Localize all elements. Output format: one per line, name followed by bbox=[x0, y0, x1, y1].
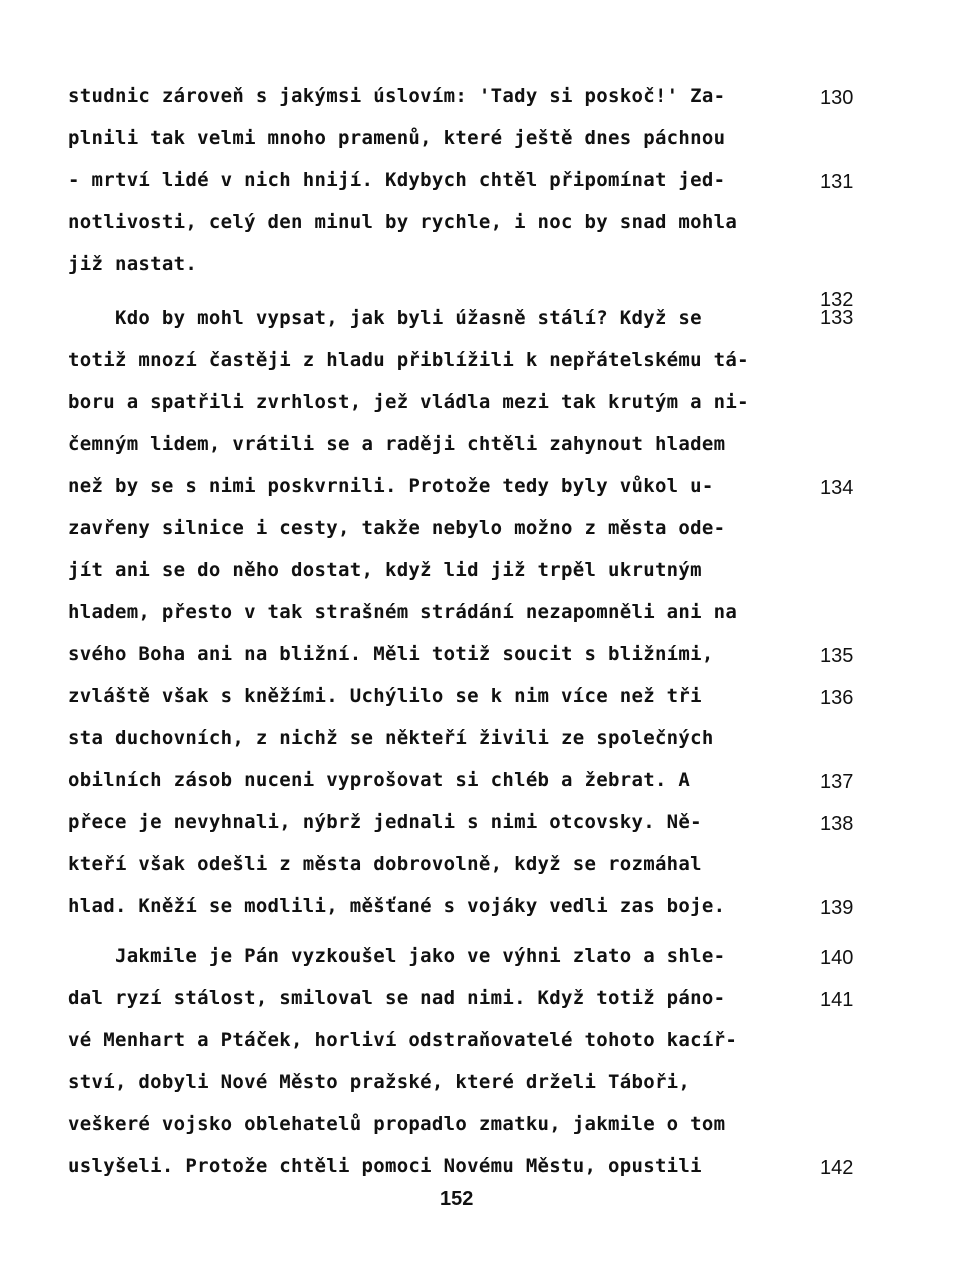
margin-number: 141 bbox=[820, 989, 854, 1011]
text-line: přece je nevyhnali, nýbrž jednali s nimi otcovsky. Ně- bbox=[68, 811, 702, 833]
margin-number: 138 bbox=[820, 813, 854, 835]
text-line: zvláště však s kněžími. Uchýlilo se k nim více než tři bbox=[68, 685, 702, 707]
margin-number: 139 bbox=[820, 897, 854, 919]
text-line: ství, dobyli Nové Město pražské, které drželi Táboři, bbox=[68, 1071, 691, 1093]
margin-number: 130 bbox=[820, 87, 854, 109]
text-line: plnili tak velmi mnoho pramenů, které ještě dnes páchnou bbox=[68, 127, 726, 149]
text-line: boru a spatřili zvrhlost, jež vládla mezi tak krutým a ni- bbox=[68, 391, 749, 413]
text-line: hladem, přesto v tak strašném strádání nezapomněli ani na bbox=[68, 601, 738, 623]
text-line: již nastat. bbox=[68, 253, 198, 275]
margin-number: 134 bbox=[820, 477, 854, 499]
text-line: zavřeny silnice i cesty, takže nebylo možno z města ode- bbox=[68, 517, 726, 539]
margin-number: 135 bbox=[820, 645, 854, 667]
text-line: studnic zároveň s jakýmsi úslovím: 'Tady si poskoč!' Za- bbox=[68, 85, 726, 107]
text-line: svého Boha ani na bližní. Měli totiž soucit s bližními, bbox=[68, 643, 714, 665]
text-line: Jakmile je Pán vyzkoušel jako ve výhni zlato a shle- bbox=[68, 945, 726, 967]
text-line: kteří však odešli z města dobrovolně, když se rozmáhal bbox=[68, 853, 702, 875]
text-line: totiž mnozí častěji z hladu přiblížili k nepřátelskému tá- bbox=[68, 349, 749, 371]
text-line: dal ryzí stálost, smiloval se nad nimi. Když totiž páno- bbox=[68, 987, 726, 1009]
margin-number: 133 bbox=[820, 307, 854, 329]
text-line: vé Menhart a Ptáček, horliví odstraňovatelé tohoto kacíř- bbox=[68, 1029, 738, 1051]
margin-number: 136 bbox=[820, 687, 854, 709]
text-line: obilních zásob nuceni vyprošovat si chléb a žebrat. A bbox=[68, 769, 691, 791]
margin-number: 132 bbox=[820, 289, 854, 311]
text-line: jít ani se do něho dostat, když lid již trpěl ukrutným bbox=[68, 559, 702, 581]
text-line: notlivosti, celý den minul by rychle, i noc by snad mohla bbox=[68, 211, 738, 233]
page-number: 152 bbox=[440, 1188, 474, 1210]
text-line: sta duchovních, z nichž se někteří živili ze společných bbox=[68, 727, 714, 749]
text-line: čemným lidem, vrátili se a raději chtěli zahynout hladem bbox=[68, 433, 726, 455]
text-line: uslyšeli. Protože chtěli pomoci Novému Městu, opustili bbox=[68, 1155, 702, 1177]
text-line: - mrtví lidé v nich hnijí. Kdybych chtěl připomínat jed- bbox=[68, 169, 726, 191]
text-line: veškeré vojsko oblehatelů propadlo zmatku, jakmile o tom bbox=[68, 1113, 726, 1135]
margin-number: 137 bbox=[820, 771, 854, 793]
text-line: hlad. Kněží se modlili, měšťané s vojáky vedli zas boje. bbox=[68, 895, 726, 917]
margin-number: 131 bbox=[820, 171, 854, 193]
text-line: Kdo by mohl vypsat, jak byli úžasně stálí? Když se bbox=[68, 307, 702, 329]
margin-number: 140 bbox=[820, 947, 854, 969]
margin-number: 142 bbox=[820, 1157, 854, 1179]
text-line: než by se s nimi poskvrnili. Protože tedy byly vůkol u- bbox=[68, 475, 714, 497]
